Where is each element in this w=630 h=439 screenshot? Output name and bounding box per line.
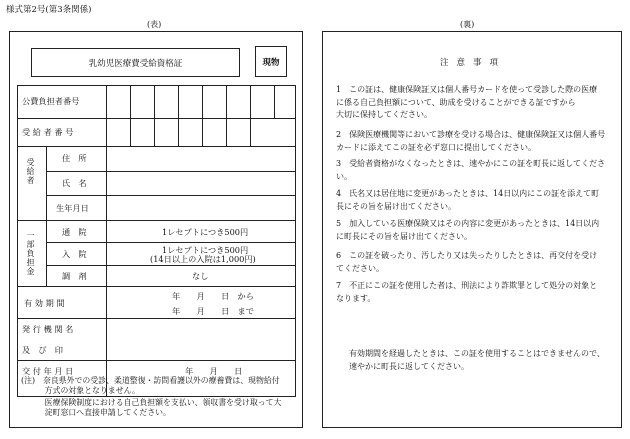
notice-text: 大切に保持してください。 (336, 110, 432, 120)
name-label: 氏 名 (62, 178, 87, 188)
copay-group-label: 一部負担金 (26, 231, 35, 276)
notice-item-1 (336, 84, 612, 122)
front-note-line: 医療保険制度における自己負担額を支払い、領収書を受け取って大 (21, 398, 282, 407)
outpatient-label: 通 院 (62, 227, 87, 237)
notice-item-3 (336, 158, 612, 183)
notice-text: 4 氏名又は居住地に変更があったときは、14日以内にこの証を添えて町 (336, 189, 600, 198)
genbutsu-stamp: 現物 (255, 46, 287, 77)
notice-text: てください。 (336, 263, 384, 273)
issuer-label: 発 行 機 関 名 (22, 324, 74, 334)
front-note-line: 淀町窓口へ直接申請してください。 (21, 408, 171, 417)
birth-date-label: 生年月日 (56, 203, 89, 213)
inpatient-label: 入 院 (62, 249, 87, 259)
dispensing-label: 調 剤 (62, 271, 87, 281)
notice-text: に係る自己負担額について、助成を受けることができる証ですから (336, 97, 576, 107)
notice-text: に町長にその旨を届け出てください。 (336, 231, 472, 241)
recipient-number-label: 受 給 者 番 号 (22, 127, 74, 137)
period-to: 年 月 日 まで (172, 306, 254, 316)
notice-text: 1 この証は、健康保険証又は個人番号カードを使って受診した際の医療 (336, 85, 598, 94)
back-panel (322, 31, 622, 428)
notes-title: 注意事項 (439, 58, 506, 68)
notice-item-2 (336, 129, 612, 154)
notice-item-6 (336, 250, 612, 275)
address-label: 住 所 (62, 153, 87, 163)
notice-text: い。 (336, 171, 352, 181)
inpatient-value-line1: 1レセプトにつき500円 (162, 245, 249, 255)
footer-text: 有効期間を経過したときは、この証を使用することはできませんので、 (349, 349, 605, 358)
front-note-line: 方式の対象となりません。 (21, 386, 140, 395)
notice-text: カードに添えてこの証を必ず窓口に提出してください。 (336, 142, 536, 152)
recipient-group-label: 受給者 (26, 158, 35, 185)
form-code: 様式第2号(第3条関係) (6, 5, 92, 15)
notice-text: 2 保険医療機関等において診療を受ける場合は、健康保険証又は個人番号 (336, 130, 606, 139)
inpatient-value-line2: (14日以上の入院は1,000円) (150, 254, 256, 264)
period-from: 年 月 日 から (172, 291, 254, 301)
front-note-line: (注) 奈良県外での受診、柔道整復・訪問看護以外の療養費は、現物給付 (21, 376, 280, 385)
notice-text: なります。 (336, 293, 376, 303)
and-seal-label: 及 び 印 (22, 345, 63, 355)
public-payer-number-label: 公費負担者番号 (22, 96, 80, 106)
notice-text: 7 不正にこの証を使用した者は、刑法により詐欺罪として処分の対象と (336, 281, 598, 290)
notice-item-5 (336, 218, 612, 243)
issue-date-label: 交 付 年 月 日 (22, 366, 74, 376)
dispensing-value: なし (192, 271, 209, 281)
footer-text: 速やかに町長に返してください。 (349, 361, 469, 371)
issue-date-value: 年 月 日 (185, 366, 243, 376)
expiry-footer (349, 348, 615, 373)
certificate-title: 乳幼児医療費受給資格証 (31, 48, 240, 77)
notice-text: 6 この証を破ったり、汚したり又は失ったりしたときは、再交付を受け (336, 251, 598, 260)
notice-item-4 (336, 188, 612, 213)
front-side-label: (表) (147, 20, 162, 29)
notice-text: 5 加入している医療保険又はその内容に変更があったときは、14日以内 (336, 219, 600, 228)
valid-period-label: 有 効 期 間 (24, 298, 65, 308)
outpatient-value: 1レセプトにつき500円 (162, 227, 249, 237)
front-panel (9, 31, 303, 428)
notice-item-7 (336, 280, 612, 305)
notice-text: 3 受給者資格がなくなったときは、速やかにこの証を町長に返してくださ (336, 159, 606, 168)
back-side-label: (裏) (460, 20, 475, 29)
notice-text: 長にその旨を届け出てください。 (336, 201, 456, 211)
